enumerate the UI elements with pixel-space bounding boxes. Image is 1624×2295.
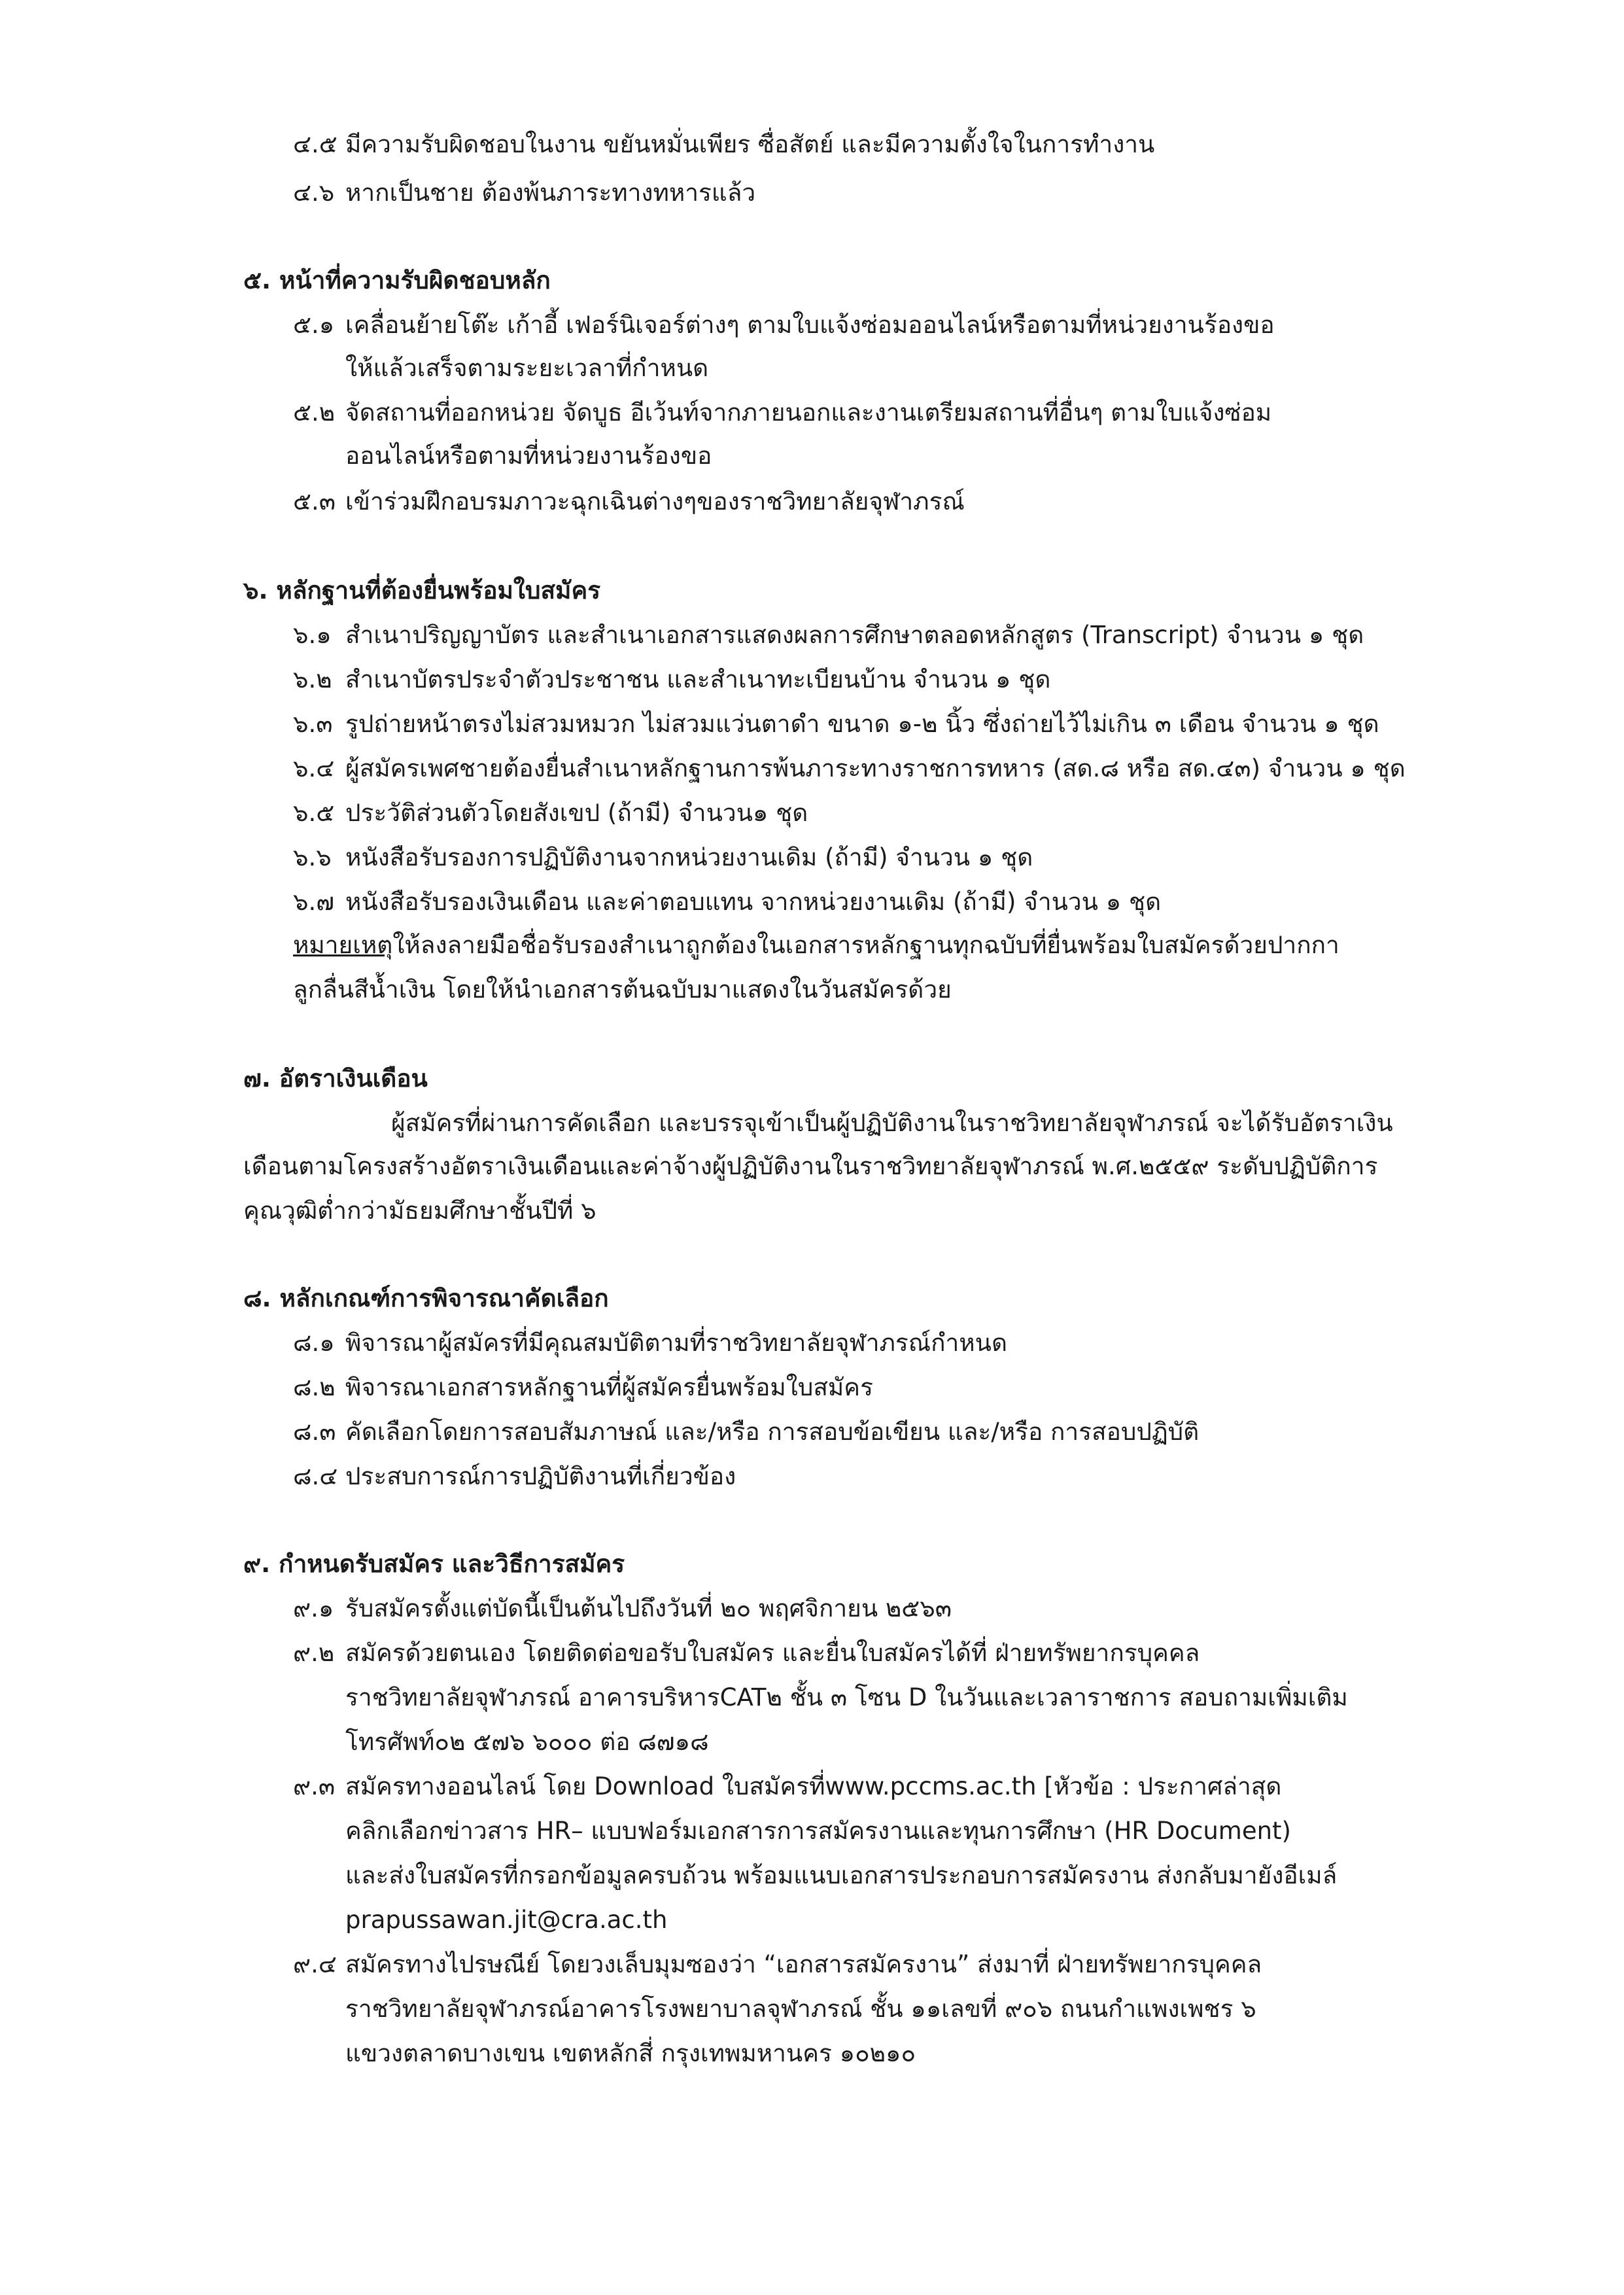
item-9-3-cont-2: และส่งใบสมัครที่กรอกข้อมูลครบถ้วน พร้อมแนบเอกสารประกอบการสมัครงาน ส่งกลับมายังอีเมล์	[345, 1861, 1338, 1889]
item-6-5: ๖.๕ ประวัติส่วนตัวโดยสังเขป (ถ้ามี) จำนวน๑ ชุด	[293, 799, 808, 827]
item-9-2-cont-1: ราชวิทยาลัยจุฬาภรณ์ อาคารบริหารCAT๒ ชั้น ๓ โซน D ในวันและเวลาราชการ สอบถามเพิ่มเติม	[345, 1683, 1348, 1711]
note-label: หมายเหตุ	[293, 931, 393, 959]
item-5-1: ๕.๑ เคลื่อนย้ายโต๊ะ เก้าอี้ เฟอร์นิเจอร์ต่างๆ ตามใบแจ้งซ่อมออนไลน์หรือตามที่หน่วยงานร้องขอ	[293, 311, 1275, 339]
item-8-4: ๘.๔ ประสบการณ์การปฏิบัติงานที่เกี่ยวข้อง	[293, 1462, 736, 1490]
item-6-7: ๖.๗ หนังสือรับรองเงินเดือน และค่าตอบแทน จากหน่วยงานเดิม (ถ้ามี) จำนวน ๑ ชุด	[293, 888, 1162, 916]
item-4-5: ๔.๕ มีความรับผิดชอบในงาน ขยันหมั่นเพียร ซื่อสัตย์ และมีความตั้งใจในการทำงาน	[293, 130, 1155, 158]
item-6-1: ๖.๑ สำเนาปริญญาบัตร และสำเนาเอกสารแสดงผลการศึกษาตลอดหลักสูตร (Transcript) จำนวน ๑ ชุด	[293, 621, 1364, 649]
item-5-2: ๕.๒ จัดสถานที่ออกหน่วย จัดบูธ อีเว้นท์จากภายนอกและงานเตรียมสถานที่อื่นๆ ตามใบแจ้งซ่อม	[293, 398, 1272, 427]
item-4-6: ๔.๖ หากเป็นชาย ต้องพ้นภาระทางทหารแล้ว	[293, 179, 756, 207]
section-6-heading: ๖. หลักฐานที่ต้องยื่นพร้อมใบสมัคร	[243, 576, 601, 604]
item-9-3-cont-1: คลิกเลือกข่าวสาร HR– แบบฟอร์มเอกสารการสมัครงานและทุนการศึกษา (HR Document)	[345, 1817, 1291, 1845]
salary-para-line-2: เดือนตามโครงสร้างอัตราเงินเดือนและค่าจ้างผู้ปฏิบัติงานในราชวิทยาลัยจุฬาภรณ์ พ.ศ.๒๕๕๙ ระดับปฏิบัติการ	[243, 1152, 1378, 1180]
salary-para-line-3: คุณวุฒิต่ำกว่ามัธยมศึกษาชั้นปีที่ ๖	[243, 1197, 596, 1225]
item-9-2: ๙.๒ สมัครด้วยตนเอง โดยติดต่อขอรับใบสมัคร และยื่นใบสมัครได้ที่ ฝ่ายทรัพยากรบุคคล	[293, 1639, 1200, 1667]
item-6-6: ๖.๖ หนังสือรับรองการปฏิบัติงานจากหน่วยงานเดิม (ถ้ามี) จำนวน ๑ ชุด	[293, 843, 1033, 871]
salary-para-line-1: ผู้สมัครที่ผ่านการคัดเลือก และบรรจุเข้าเป็นผู้ปฏิบัติงานในราชวิทยาลัยจุฬาภรณ์ จะได้รับอัตราเงิน	[391, 1109, 1393, 1137]
note-line-1: หมายเหตุให้ลงลายมือชื่อรับรองสำเนาถูกต้องในเอกสารหลักฐานทุกฉบับที่ยื่นพร้อมใบสมัครด้วยปากกา	[293, 931, 1339, 959]
email-address: prapussawan.jit@cra.ac.th	[345, 1906, 668, 1934]
item-6-3: ๖.๓ รูปถ่ายหน้าตรงไม่สวมหมวก ไม่สวมแว่นตาดำ ขนาด ๑-๒ นิ้ว ซึ่งถ่ายไว้ไม่เกิน ๓ เดือน จำนวน ๑ ชุด	[293, 710, 1379, 738]
item-6-2: ๖.๒ สำเนาบัตรประจำตัวประชาชน และสำเนาทะเบียนบ้าน จำนวน ๑ ชุด	[293, 665, 1051, 693]
item-9-4: ๙.๔ สมัครทางไปรษณีย์ โดยวงเล็บมุมซองว่า “เอกสารสมัครงาน” ส่งมาที่ ฝ่ายทรัพยากรบุคคล	[293, 1950, 1262, 1978]
item-5-2-cont: ออนไลน์หรือตามที่หน่วยงานร้องขอ	[345, 442, 712, 470]
item-9-4-cont-1: ราชวิทยาลัยจุฬาภรณ์อาคารโรงพยาบาลจุฬาภรณ์ ชั้น ๑๑เลขที่ ๙๐๖ ถนนกำแพงเพชร ๖	[345, 1995, 1256, 2023]
item-5-1-cont: ให้แล้วเสร็จตามระยะเวลาที่กำหนด	[345, 354, 709, 382]
section-5-heading: ๕. หน้าที่ความรับผิดชอบหลัก	[243, 266, 551, 294]
item-8-2: ๘.๒ พิจารณาเอกสารหลักฐานที่ผู้สมัครยื่นพร้อมใบสมัคร	[293, 1373, 873, 1401]
section-9-heading: ๙. กำหนดรับสมัคร และวิธีการสมัคร	[243, 1550, 625, 1578]
item-9-3: ๙.๓ สมัครทางออนไลน์ โดย Download ใบสมัครที่www.pccms.ac.th [หัวข้อ : ประกาศล่าสุด	[293, 1772, 1282, 1800]
item-9-1: ๙.๑ รับสมัครตั้งแต่บัดนี้เป็นต้นไปถึงวันที่ ๒๐ พฤศจิกายน ๒๕๖๓	[293, 1594, 952, 1622]
item-8-3: ๘.๓ คัดเลือกโดยการสอบสัมภาษณ์ และ/หรือ การสอบข้อเขียน และ/หรือ การสอบปฏิบัติ	[293, 1418, 1200, 1446]
note-line-2: ลูกลื่นสีน้ำเงิน โดยให้นำเอกสารต้นฉบับมาแสดงในวันสมัครด้วย	[293, 975, 952, 1004]
section-8-heading: ๘. หลักเกณฑ์การพิจารณาคัดเลือก	[243, 1284, 609, 1312]
item-5-3: ๕.๓ เข้าร่วมฝึกอบรมภาวะฉุกเฉินต่างๆของราชวิทยาลัยจุฬาภรณ์	[293, 487, 965, 516]
item-9-4-cont-2: แขวงตลาดบางเขน เขตหลักสี่ กรุงเทพมหานคร ๑๐๒๑๐	[345, 2039, 916, 2067]
item-6-4: ๖.๔ ผู้สมัครเพศชายต้องยื่นสำเนาหลักฐานการพ้นภาระทางราชการทหาร (สด.๘ หรือ สด.๔๓) จำนวน ๑ ชุด	[293, 754, 1406, 782]
item-8-1: ๘.๑ พิจารณาผู้สมัครที่มีคุณสมบัติตามที่ราชวิทยาลัยจุฬาภรณ์กำหนด	[293, 1329, 1007, 1357]
section-7-heading: ๗. อัตราเงินเดือน	[243, 1064, 428, 1093]
item-9-2-cont-2: โทรศัพท์๐๒ ๕๗๖ ๖๐๐๐ ต่อ ๘๗๑๘	[345, 1728, 709, 1756]
